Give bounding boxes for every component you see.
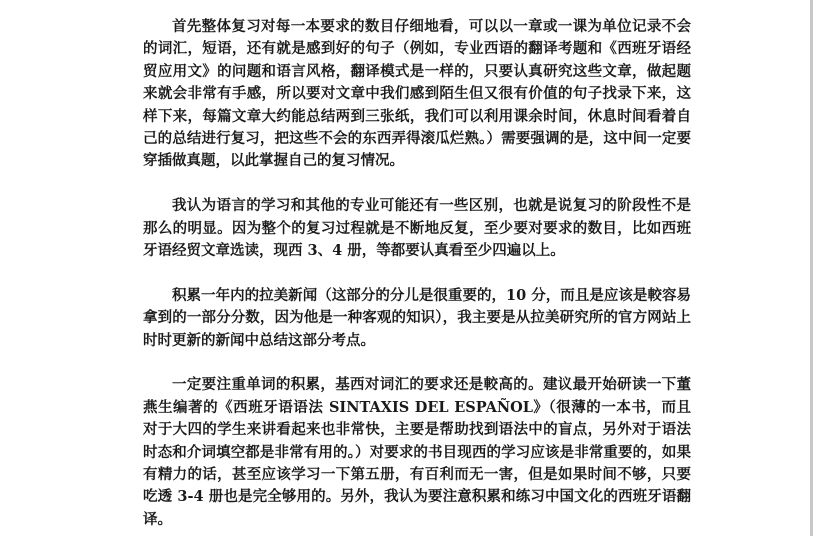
paragraph-vocabulary-grammar: 一定要注重单词的积累，基西对词汇的要求还是較高的。建议最开始研读一下董燕生编著的《西班牙语语法 SINTAXIS DEL ESPAÑOL》（很薄的一本书，而且对于大四的学生来讲看起来也非常快，主要是帮助找到语法中的盲点，另外对于语法时态和介词填空都是非常有用的。）对要求的书目现西的学习应该是非常重要的，如果有精力的话，甚至应该学习一下第五册，有百利而无一害，但是如果时间不够，只要吃透 3-4 册也是完全够用的。另外，我认为要注意积累和练习中国文化的西班牙语翻译。 — [143, 376, 691, 528]
paragraph-repetition: 我认为语言的学习和其他的专业可能还有一些区别，也就是说复习的阶段性不是那么的明显。因为整个的复习过程就是不断地反复，至少要对要求的数目，比如西班牙语经贸文章选读，现西 3、4 册，等都要认真看至少四遍以上。 — [143, 197, 691, 260]
document-body — [143, 16, 691, 531]
paragraph-review-method: 首先整体复习对每一本要求的数目仔细地看，可以以一章或一课为单位记录不会的词汇，短语，还有就是感到好的句子（例如，专业西语的翻译考题和《西班牙语经贸应用文》的问题和语言风格，翻译模式是一样的，只要认真研究这些文章，做起题来就会非常有手感，所以要对文章中我们感到陌生但又很有价值的句子找录下来，这样下来，每篇文章大约能总结两到三张纸，我们可以利用课余时间，休息时间看着自己的总结进行复习，把这些不会的东西弄得滚瓜烂熟。）需要强调的是，这中间一定要穿插做真题，以此掌握自己的复习情况。 — [143, 18, 691, 170]
paragraph-latin-america-news: 积累一年内的拉美新闻（这部分的分儿是很重要的，10 分，而且是应该是較容易拿到的一部分分数，因为他是一种客观的知识），我主要是从拉美研究所的官方网站上时时更新的新闻中总结这部分考点。 — [143, 286, 691, 349]
